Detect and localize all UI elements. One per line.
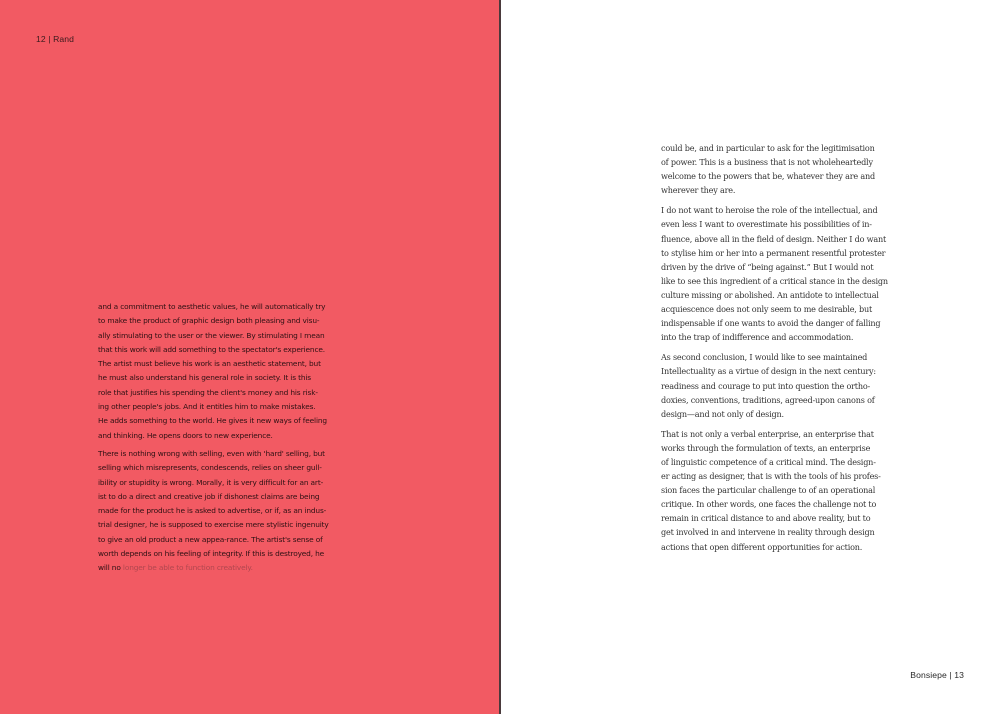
- faded-text: longer be able to function creatively.: [120, 563, 253, 573]
- last-line: will no longer be able to function creatively.: [98, 563, 253, 573]
- paragraph: As second conclusion, I would like to see maintained Intellectuality as a virtue of design in the next century: readiness and courage to put into question the ortho- doxies, conventions, traditions, agreed-upon canons of design—and not only of design.: [661, 352, 876, 419]
- paragraph: could be, and in particular to ask for the legitimisation of power. This is a business that is not wholeheartedly welcome to the powers that be, whatever they are and wherever they are.: [661, 143, 875, 196]
- left-text-column: [98, 300, 344, 580]
- page-folio-left: 12 | Rand: [36, 34, 75, 44]
- paragraph: I do not want to heroise the role of the intellectual, and even less I want to overestimate his possibilities of in- fluence, above all in the field of design. Neither I do want to stylise him or her into a permanent resentful protester driven by the drive of “being against.” But I would not like to see this ingredient of a critical stance in the design culture missing or abolished. An antidote to intellectual acquiescence does not only seem to me desirable, but indispensable if one wants to avoid the danger of falling into the trap of indifference and accommodation.: [661, 205, 888, 343]
- right-text-column: [661, 141, 911, 560]
- paragraph: and a commitment to aesthetic values, he will automatically try to make the product of graphic design both pleasing and visu- ally stimulating to the user or the viewer. By stimulating I mean that this work will add something to the spectator's experience. The artist must believe his work is an aesthetic statement, but he must also understand his general role in society. It is this role that justifies his spending the client's money and his risk- ing other people's jobs. And it entitles him to make mistakes. He adds something to the world. He gives it new ways of feeling and thinking. He opens doors to new experience.: [98, 302, 327, 440]
- paragraph: There is nothing wrong with selling, even with 'hard' selling, but selling which misrepresents, condescends, relies on sheer gull- ibility or stupidity is wrong. Morally, it is very difficult for an art- ist to do a direct and creative job if dishonest claims are being made for the product he is asked to advertise, or if, as an indus- trial designer, he is supposed to exercise mere stylistic ingenuity to give an old product a new appea-rance. The artist's sense of worth depends on his feeling of integrity. If this is destroyed, he will no longer be able to function creatively.: [98, 447, 344, 576]
- left-page: [0, 0, 499, 714]
- paragraph: That is not only a verbal enterprise, an enterprise that works through the formulation of texts, an enterprise of linguistic competence of a critical mind. The design- er acting as designer, that is with the tools of his profes- sion faces the particular challenge to of an operational critique. In other words, one faces the challenge not to remain in critical distance to and above reality, but to get involved in and intervene in reality through design actions that open different opportunities for action.: [661, 428, 881, 552]
- right-page: [501, 0, 1000, 714]
- page-folio-right: Bonsiepe | 13: [910, 670, 964, 680]
